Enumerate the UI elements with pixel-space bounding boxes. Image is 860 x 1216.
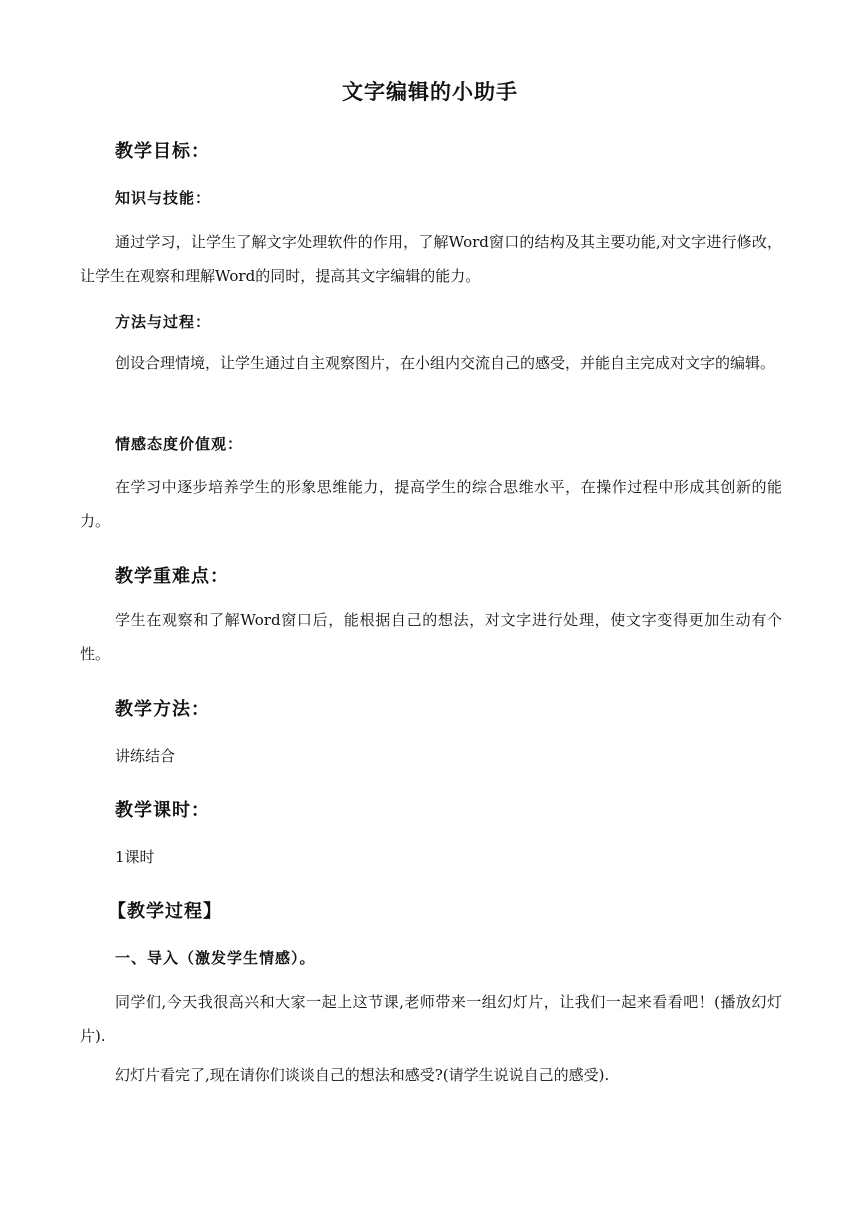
method-text: 创设合理情境，让学生通过自主观察图片，在小组内交流自己的感受，并能自主完成对文字的编辑。 — [115, 354, 776, 372]
objectives-heading: 教学目标： — [115, 141, 210, 162]
intro-paragraph-2: 幻灯片看完了,现在请你们谈谈自己的想法和感受?(请学生说说自己的感受). — [115, 1066, 610, 1084]
teaching-method-text: 讲练结合 — [115, 747, 176, 765]
intro-paragraph-1: 同学们,今天我很高兴和大家一起上这节课,老师带来一组幻灯片，让我们一起来看看吧！(播放幻灯片). — [80, 993, 782, 1045]
document-title: 文字编辑的小助手 — [342, 80, 518, 104]
knowledge-heading: 知识与技能： — [115, 189, 212, 207]
teaching-method-heading: 教学方法： — [115, 699, 210, 720]
method-heading: 方法与过程： — [115, 313, 212, 331]
intro-heading: 一、导入（激发学生情感）。 — [115, 949, 316, 967]
class-hours-text: 1课时 — [115, 848, 155, 866]
emotion-heading: 情感态度价值观： — [115, 435, 244, 453]
emotion-text: 在学习中逐步培养学生的形象思维能力，提高学生的综合思维水平，在操作过程中形成其创新的能力。 — [80, 478, 782, 530]
key-points-heading: 教学重难点： — [115, 566, 229, 587]
key-points-text: 学生在观察和了解Word窗口后，能根据自己的想法，对文字进行处理，使文字变得更加生动有个性。 — [80, 611, 782, 663]
process-heading: 【教学过程】 — [108, 901, 222, 922]
class-hours-heading: 教学课时： — [115, 800, 210, 821]
knowledge-text: 通过学习，让学生了解文字处理软件的作用，了解Word窗口的结构及其主要功能,对文字进行修改，让学生在观察和理解Word的同时，提高其文字编辑的能力。 — [80, 233, 782, 285]
